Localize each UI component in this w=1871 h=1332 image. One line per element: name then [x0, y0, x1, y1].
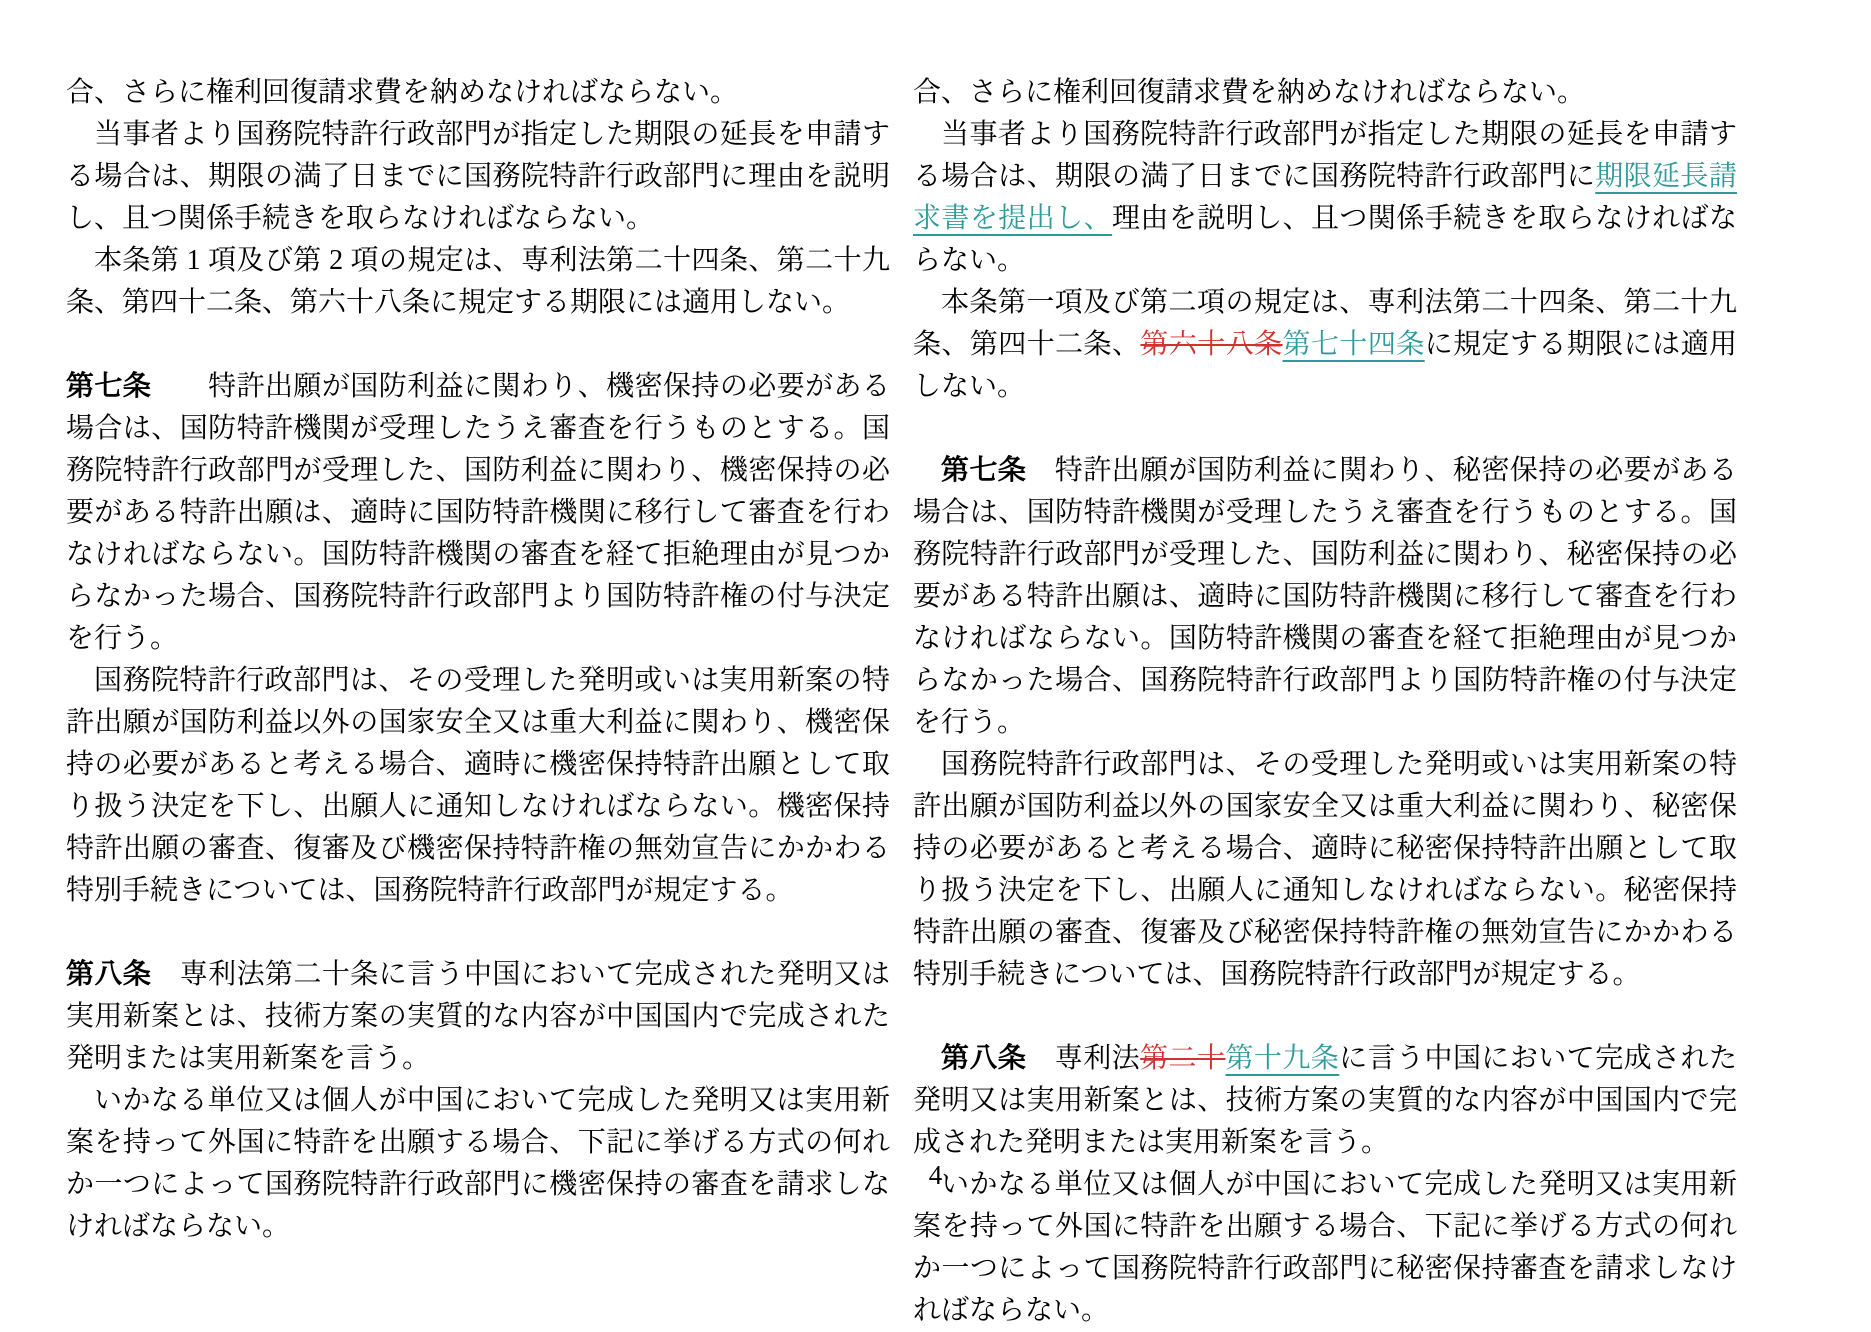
inserted-text: 第十九条	[1225, 1043, 1340, 1074]
article-number-label: 第七条	[941, 455, 1027, 486]
para-restoration-fee-continuation	[913, 72, 1737, 114]
page-number: 4	[928, 1160, 943, 1190]
para-article-8	[913, 1038, 1737, 1164]
para-article-7-2	[913, 744, 1737, 996]
text-run: 合、さらに権利回復請求費を納めなければならない。	[913, 77, 1586, 108]
inserted-text: 第七十四条	[1282, 329, 1425, 360]
text-run: 国務院特許行政部門は、その受理した発明或いは実用新案の特許出願が国防利益以外の国家安全又は重大利益に関わり、秘密保持の必要があると考える場合、適時に秘密保持特許出願として取り扱う決定を下し、出願人に通知しなければならない。秘密保持特許出願の審査、復審及び秘密保持特許権の無効宣告にかかわる特別手続きについては、国務院特許行政部門が規定する。	[913, 749, 1737, 990]
para-article-7-2	[66, 660, 890, 912]
text-run: 合、さらに権利回復請求費を納めなければならない。	[66, 77, 739, 108]
text-run: 本条第一項及び第二項の規定は、専利法第二十四条、第二十九条、第四十二条、	[913, 287, 1737, 360]
para-deadline-extension	[66, 114, 890, 240]
text-run: 専利法第二十条に言う中国において完成された発明又は実用新案とは、技術方案の実質的な内容が中国国内で完成された発明または実用新案を言う。	[66, 959, 890, 1074]
text-run: 当事者より国務院特許行政部門が指定した期限の延長を申請する場合は、期限の満了日までに国務院特許行政部門に理由を説明し、且つ関係手続きを取らなければならない。	[66, 119, 890, 234]
article-number-label: 第八条	[941, 1043, 1027, 1074]
text-run: 理由を説明し、且つ関係手続きを取らなければならない。	[913, 203, 1737, 276]
text-run: 本条第 1 項及び第 2 項の規定は、専利法第二十四条、第二十九条、第四十二条、第六十八条に規定する期限には適用しない。	[66, 245, 890, 318]
text-run: 専利法	[1026, 1043, 1141, 1074]
article-number-label: 第八条	[66, 959, 152, 990]
deleted-text: 第六十八条	[1140, 329, 1283, 360]
para-deadline-extension	[913, 114, 1737, 282]
text-run: 特許出願が国防利益に関わり、機密保持の必要がある場合は、国防特許機関が受理したうえ審査を行うものとする。国務院特許行政部門が受理した、国防利益に関わり、機密保持の必要がある特許出願は、適時に国防特許機関に移行して審査を行わなければならない。国防特許機関の審査を経て拒絶理由が見つからなかった場合、国務院特許行政部門より国防特許権の付与決定を行う。	[66, 371, 890, 654]
text-run: に言う中国において完成された発明又は実用新案とは、技術方案の実質的な内容が中国国内で完成された発明または実用新案を言う。	[913, 1043, 1737, 1158]
text-run: 特許出願が国防利益に関わり、秘密保持の必要がある場合は、国防特許機関が受理したうえ審査を行うものとする。国務院特許行政部門が受理した、国防利益に関わり、秘密保持の必要がある特許出願は、適時に国防特許機関に移行して審査を行わなければならない。国防特許機関の審査を経て拒絶理由が見つからなかった場合、国務院特許行政部門より国防特許権の付与決定を行う。	[913, 455, 1737, 738]
para-article-7	[66, 366, 890, 660]
left-column-original-text	[66, 72, 890, 1248]
text-run: 国務院特許行政部門は、その受理した発明或いは実用新案の特許出願が国防利益以外の国家安全又は重大利益に関わり、機密保持の必要があると考える場合、適時に機密保持特許出願として取り扱う決定を下し、出願人に通知しなければならない。機密保持特許出願の審査、復審及び機密保持特許権の無効宣告にかかわる特別手続きについては、国務院特許行政部門が規定する。	[66, 665, 890, 906]
text-run: 当事者より国務院特許行政部門が指定した期限の延長を申請する場合は、期限の満了日までに国務院特許行政部門に	[913, 119, 1737, 192]
article-number-label: 第七条	[66, 371, 152, 402]
para-applicability	[913, 282, 1737, 408]
inserted-text: 期限延長請求書を提出し、	[913, 161, 1737, 234]
text-run: いかなる単位又は個人が中国において完成した発明又は実用新案を持って外国に特許を出願する場合、下記に挙げる方式の何れか一つによって国務院特許行政部門に秘密保持審査を請求しなければならない。	[913, 1169, 1737, 1326]
right-column-revised-text	[913, 72, 1737, 1332]
para-article-8	[66, 954, 890, 1080]
para-applicability	[66, 240, 890, 324]
text-run: に規定する期限には適用しない。	[913, 329, 1737, 402]
deleted-text: 第二十	[1140, 1043, 1226, 1074]
text-run: いかなる単位又は個人が中国において完成した発明又は実用新案を持って外国に特許を出願する場合、下記に挙げる方式の何れか一つによって国務院特許行政部門に機密保持の審査を請求しなければならない。	[66, 1085, 890, 1242]
para-restoration-fee-continuation	[66, 72, 890, 114]
para-article-7	[913, 450, 1737, 744]
